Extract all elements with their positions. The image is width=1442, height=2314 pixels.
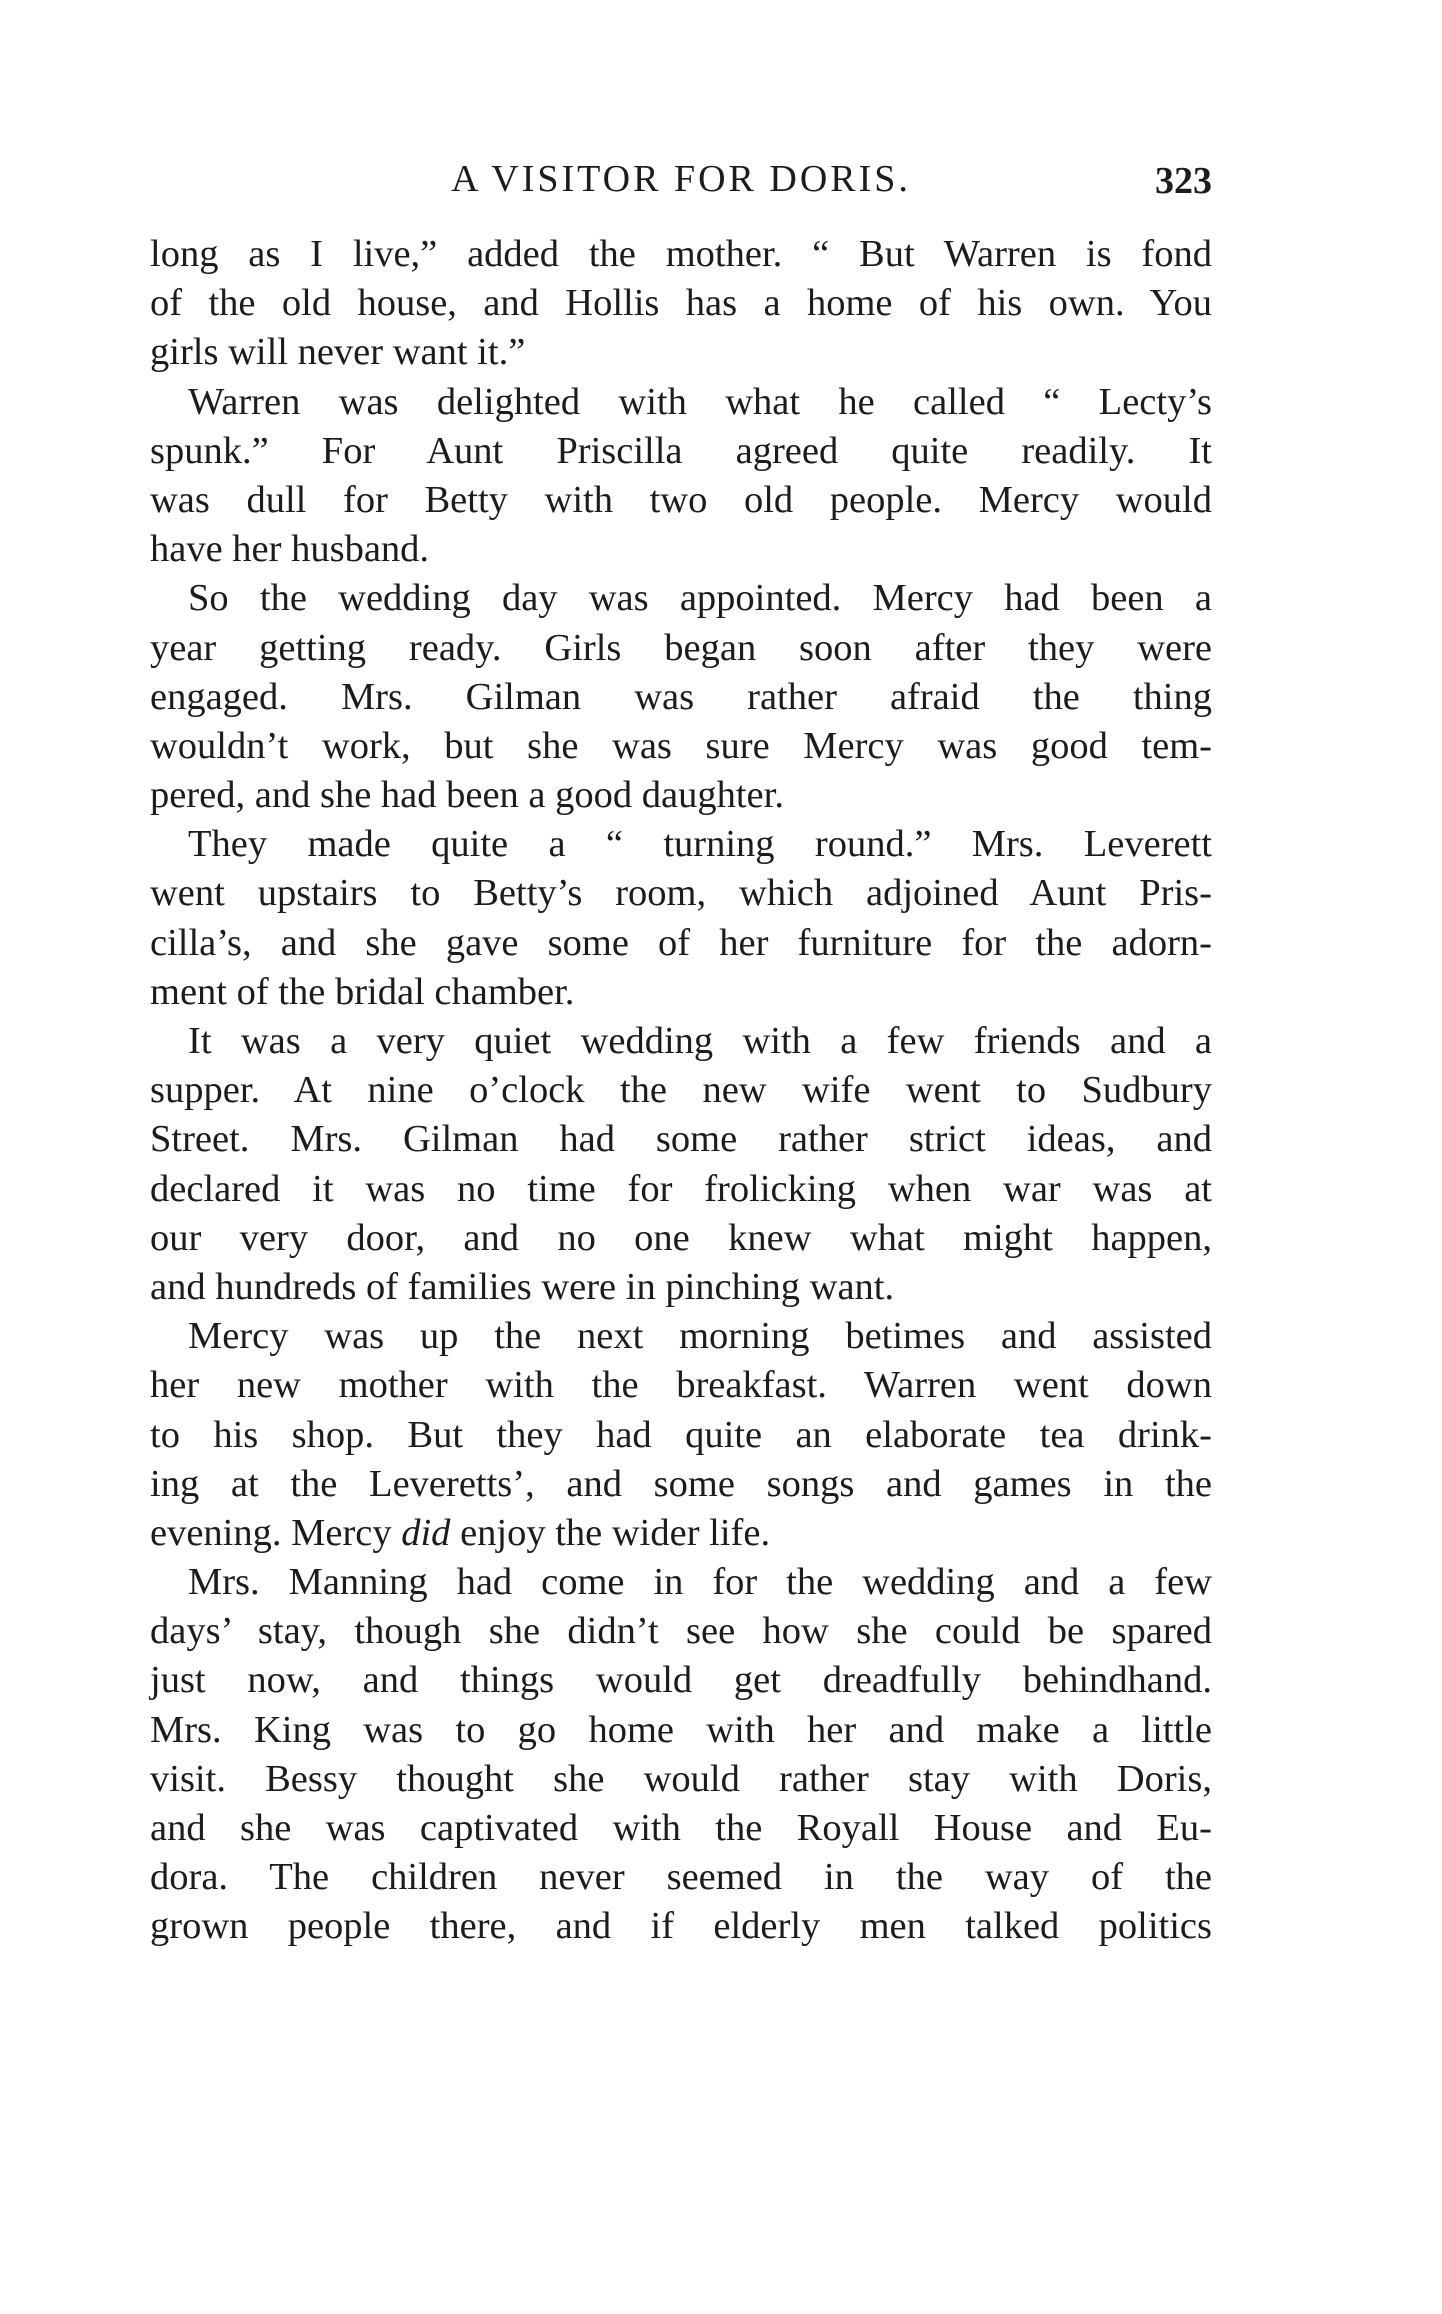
text-segment: evening. Mercy — [150, 1511, 402, 1554]
body-text — [150, 230, 1212, 1952]
text-line: engaged. Mrs. Gilman was rather afraid the thing — [150, 675, 1212, 718]
text-line: her new mother with the breakfast. Warren went down — [150, 1364, 1212, 1407]
running-head — [150, 154, 1212, 204]
text-line — [150, 1509, 1212, 1558]
text-line: have her husband. — [150, 528, 430, 571]
text-line: Mrs. Manning had come in for the wedding and a few — [188, 1561, 1212, 1604]
text-line: of the old house, and Hollis has a home of his own. You — [150, 282, 1212, 325]
paragraph — [150, 574, 1212, 820]
text-line: They made quite a “ turning round.” Mrs. Leverett — [188, 823, 1212, 866]
text-line: ment of the bridal chamber. — [150, 970, 575, 1013]
text-line: just now, and things would get dreadfully behindhand. — [150, 1659, 1212, 1702]
text-line: our very door, and no one knew what might happen, — [150, 1216, 1212, 1259]
text-line: days’ stay, though she didn’t see how she could be spared — [150, 1610, 1212, 1653]
text-segment: enjoy the wider life. — [450, 1511, 771, 1554]
paragraph — [150, 230, 1212, 378]
text-line: Warren was delighted with what he called “ Lecty’s — [188, 380, 1212, 423]
text-line: spunk.” For Aunt Priscilla agreed quite readily. It — [150, 429, 1212, 472]
text-line: wouldn’t work, but she was sure Mercy was good tem- — [150, 724, 1212, 767]
running-title: A VISITOR FOR DORIS. — [451, 158, 911, 200]
page-number: 323 — [1155, 160, 1212, 202]
text-line: and hundreds of families were in pinching want. — [150, 1265, 895, 1308]
text-line: year getting ready. Girls began soon after they were — [150, 626, 1212, 669]
text-line: was dull for Betty with two old people. Mercy would — [150, 478, 1212, 521]
paragraph — [150, 1312, 1212, 1558]
text-line: cilla’s, and she gave some of her furniture for the adorn- — [150, 921, 1212, 964]
text-line: pered, and she had been a good daughter. — [150, 774, 784, 817]
text-line: It was a very quiet wedding with a few friends and a — [188, 1020, 1212, 1062]
paragraph — [150, 378, 1212, 575]
emphasis-text: did — [401, 1511, 451, 1554]
paragraph — [150, 1017, 1212, 1312]
text-line: supper. At nine o’clock the new wife went to Sudbury — [150, 1069, 1212, 1112]
text-line: visit. Bessy thought she would rather stay with Doris, — [150, 1757, 1212, 1800]
text-line: girls will never want it.” — [150, 331, 526, 374]
text-line: Mercy was up the next morning betimes and assisted — [188, 1315, 1212, 1358]
text-line: declared it was no time for frolicking when war was at — [150, 1167, 1212, 1210]
paragraph — [150, 820, 1212, 1017]
paragraph — [150, 1558, 1212, 1952]
text-line: and she was captivated with the Royall House and Eu- — [150, 1807, 1212, 1849]
text-line: dora. The children never seemed in the way of the — [150, 1856, 1212, 1899]
text-line: long as I live,” added the mother. “ But Warren is fond — [150, 233, 1212, 275]
text-line: went upstairs to Betty’s room, which adjoined Aunt Pris- — [150, 872, 1212, 915]
text-line: Mrs. King was to go home with her and make a little — [150, 1708, 1212, 1751]
text-line: Street. Mrs. Gilman had some rather strict ideas, and — [150, 1118, 1212, 1161]
text-line: to his shop. But they had quite an elaborate tea drink- — [150, 1413, 1212, 1456]
text-line: So the wedding day was appointed. Mercy had been a — [188, 577, 1212, 620]
text-line: ing at the Leveretts’, and some songs and games in the — [150, 1462, 1212, 1505]
text-line: grown people there, and if elderly men talked politics — [150, 1905, 1212, 1948]
